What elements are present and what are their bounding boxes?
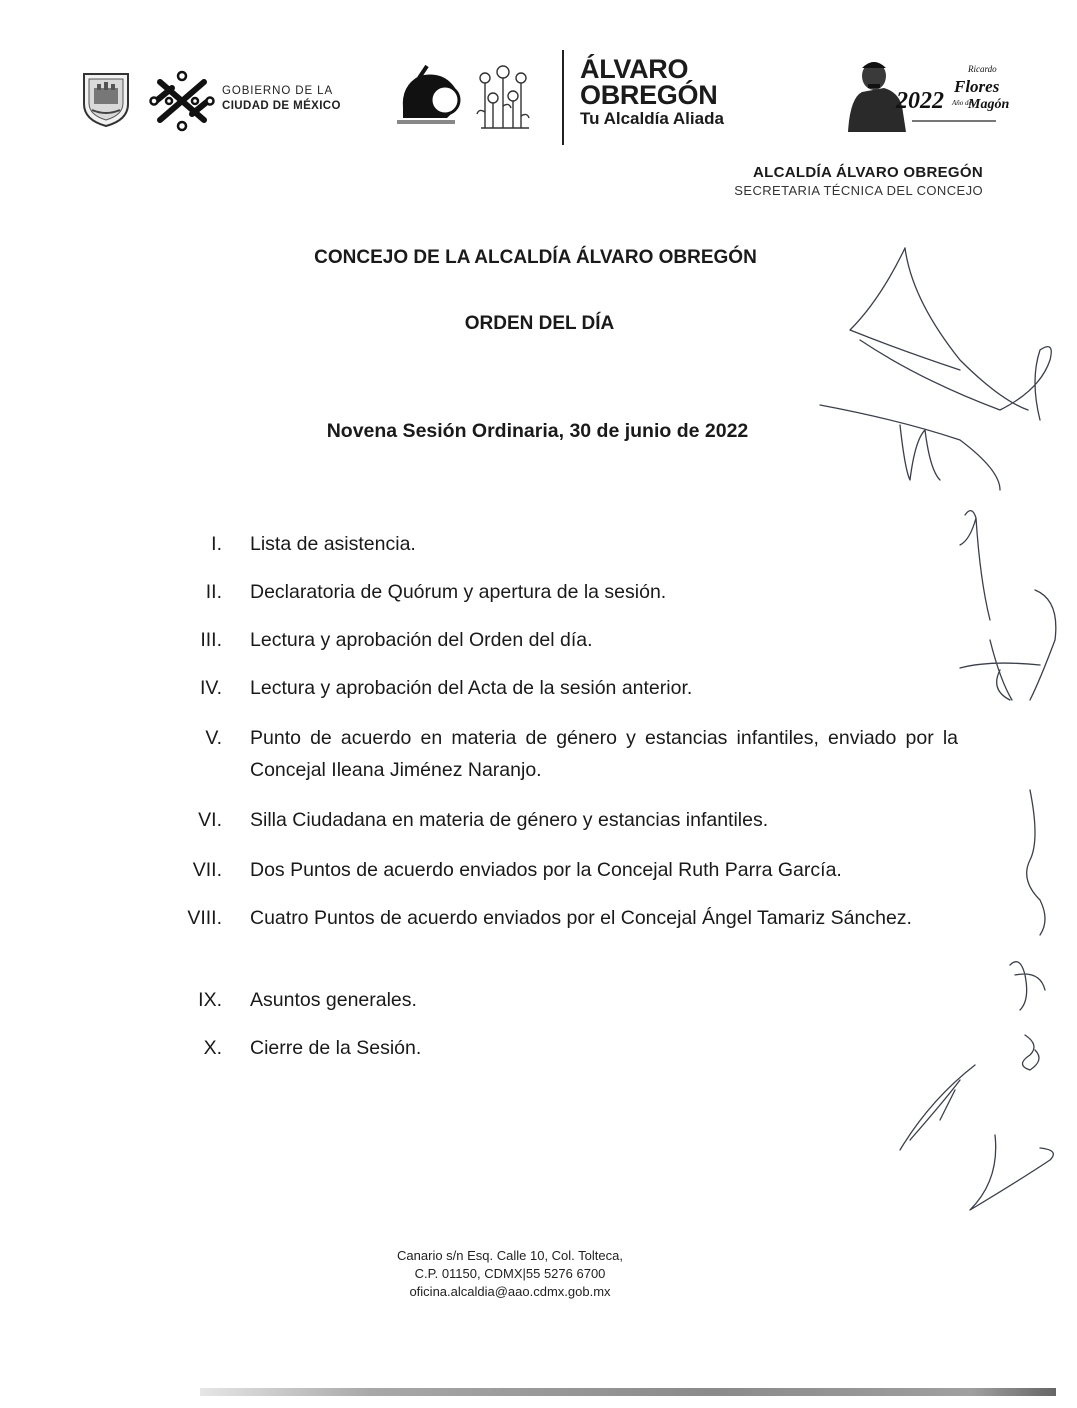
agenda-item-text: Silla Ciudadana en materia de género y estancias infantiles.: [250, 809, 769, 831]
gobierno-cdmx-wordmark: [222, 84, 341, 114]
cdmx-emblem-logo: [150, 70, 214, 132]
cdmx-coat-of-arms-logo: [80, 70, 132, 128]
agenda-item-text: Dos Puntos de acuerdo enviados por la Concejal Ruth Parra García.: [250, 859, 842, 881]
ao-line1: ÁLVARO: [580, 54, 689, 84]
council-title: CONCEJO DE LA ALCALDÍA ÁLVARO OBREGÓN: [314, 247, 757, 268]
ao-tagline: Tu Alcaldía Aliada: [580, 109, 724, 128]
agenda-item-text: Asuntos generales.: [250, 989, 417, 1011]
agenda-item-number: VI.: [198, 809, 222, 831]
gov-line2: CIUDAD DE MÉXICO: [222, 100, 341, 112]
footer-line2: C.P. 01150, CDMX|55 5276 6700: [414, 1266, 606, 1281]
agenda-item-number: X.: [203, 1037, 222, 1059]
agenda-item-text: Lectura y aprobación del Orden del día.: [250, 629, 593, 651]
anniv-prefix: Año de: [952, 99, 972, 107]
alvaro-obregon-wordmark: [580, 56, 724, 130]
agenda-item-number: I.: [211, 533, 222, 555]
agenda-item-text: Punto de acuerdo en materia de género y estancias infantiles, enviado por la Concejal Ileana Jiménez Naranjo.: [250, 727, 958, 781]
agenda-item-number: VII.: [192, 859, 222, 881]
office-heading: [734, 163, 983, 199]
agenda-title: ORDEN DEL DÍA: [464, 313, 615, 334]
agenda-item-text: Cierre de la Sesión.: [250, 1037, 422, 1059]
agenda-item-text: Cuatro Puntos de acuerdo enviados por el Concejal Ángel Tamariz Sánchez.: [250, 907, 912, 929]
anniv-name3: Magón: [968, 97, 1010, 112]
bottom-rule: [200, 1388, 1056, 1396]
session-title: Novena Sesión Ordinaria, 30 de junio de 2022: [326, 420, 749, 442]
agenda-item-number: VIII.: [187, 907, 222, 929]
flores-magon-2022-logo: [840, 58, 1010, 136]
ao-flowers-logo: [397, 62, 547, 136]
office-line1: ALCALDÍA ÁLVARO OBREGÓN: [753, 164, 983, 181]
agenda-item-number: III.: [200, 629, 222, 651]
footer-email: oficina.alcaldia@aao.cdmx.gob.mx: [409, 1284, 611, 1299]
office-line2: SECRETARIA TÉCNICA DEL CONCEJO: [734, 183, 983, 198]
agenda-item-text: Declaratoria de Quórum y apertura de la sesión.: [250, 581, 667, 603]
agenda-item-text: Lectura y aprobación del Acta de la sesión anterior.: [250, 677, 693, 699]
header-divider: [562, 50, 564, 145]
gov-line1: GOBIERNO DE LA: [222, 85, 334, 97]
agenda-item-number: II.: [205, 581, 222, 603]
agenda-item-text: Lista de asistencia.: [250, 533, 416, 555]
footer-address: [340, 1247, 680, 1301]
footer-line1: Canario s/n Esq. Calle 10, Col. Tolteca,: [397, 1248, 623, 1263]
agenda-item-number: V.: [205, 727, 222, 749]
agenda-item-number: IX.: [198, 989, 222, 1011]
agenda-item-number: IV.: [199, 677, 222, 699]
ao-line2: OBREGÓN: [580, 80, 718, 110]
anniv-name1: Ricardo: [968, 64, 997, 74]
anniv-name2: Flores: [954, 77, 1000, 96]
anniv-year: 2022: [896, 88, 944, 114]
